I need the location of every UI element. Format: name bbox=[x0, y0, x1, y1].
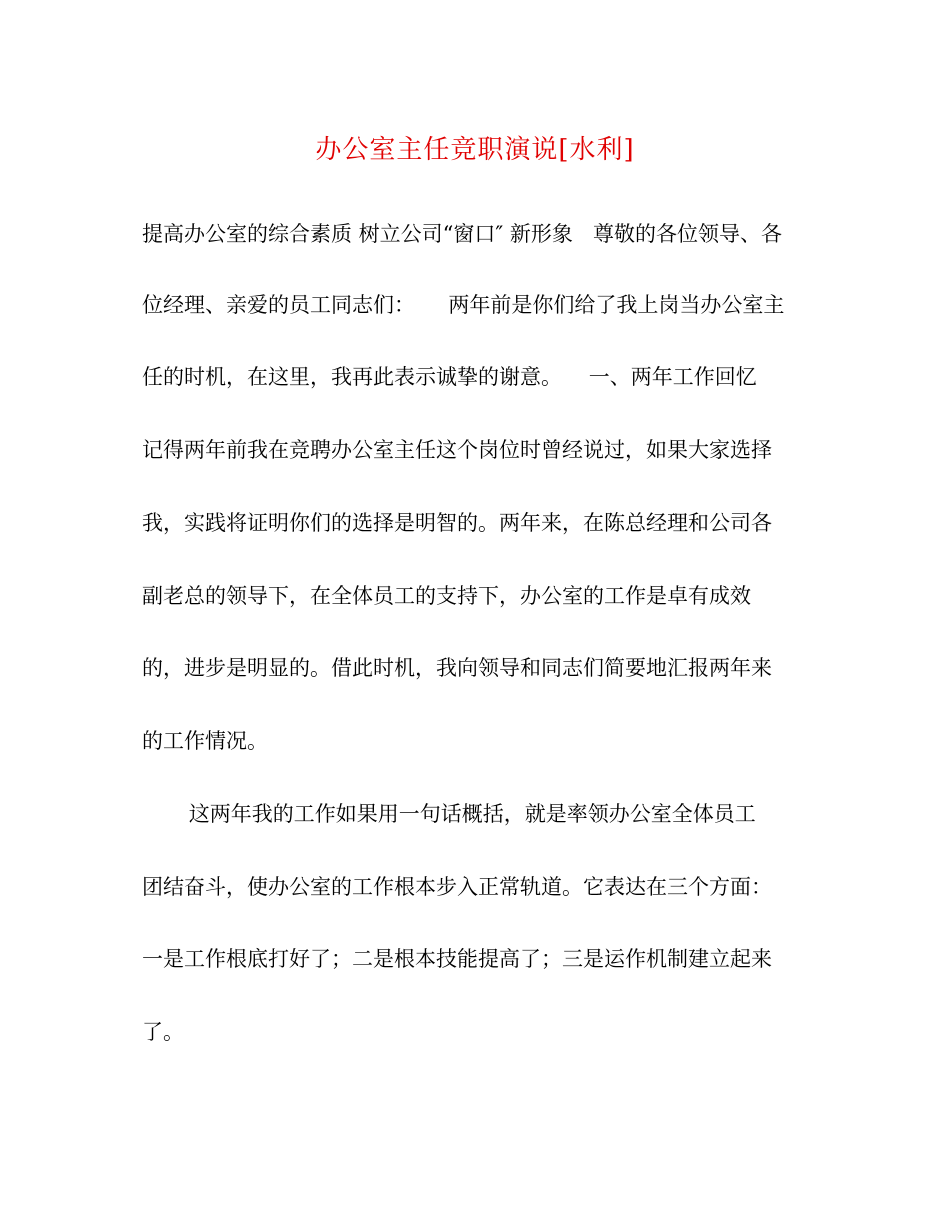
body-line-1: 提高办公室的综合素质 树立公司“窗口″ 新形象 尊敬的各位领导、各 bbox=[142, 222, 782, 246]
document-title: 办公室主任竞职演说[水利] bbox=[315, 135, 635, 165]
body-line-10: 团结奋斗，使办公室的工作根本步入正常轨道。它表达在三个方面： bbox=[142, 875, 772, 899]
body-line-6: 副老总的领导下，在全体员工的支持下，办公室的工作是卓有成效 bbox=[142, 584, 751, 608]
body-line-3: 任的时机，在这里，我再此表示诚挚的谢意。 一、两年工作回忆 bbox=[142, 365, 757, 389]
body-line-11: 一是工作根底打好了；二是根本技能提高了；三是运作机制建立起来 bbox=[142, 947, 772, 971]
body-line-4: 记得两年前我在竞聘办公室主任这个岗位时曾经说过，如果大家选择 bbox=[142, 438, 772, 462]
body-line-5: 我，实践将证明你们的选择是明智的。两年来，在陈总经理和公司各 bbox=[142, 511, 772, 535]
body-line-2: 位经理、亲爱的员工同志们： 两年前是你们给了我上岗当办公室主 bbox=[142, 293, 785, 317]
body-line-12: 了。 bbox=[142, 1020, 184, 1044]
body-line-8: 的工作情况。 bbox=[142, 729, 268, 753]
body-line-9: 这两年我的工作如果用一句话概括，就是率领办公室全体员工 bbox=[142, 802, 756, 826]
body-line-7: 的，进步是明显的。借此时机，我向领导和同志们简要地汇报两年来 bbox=[142, 656, 772, 680]
